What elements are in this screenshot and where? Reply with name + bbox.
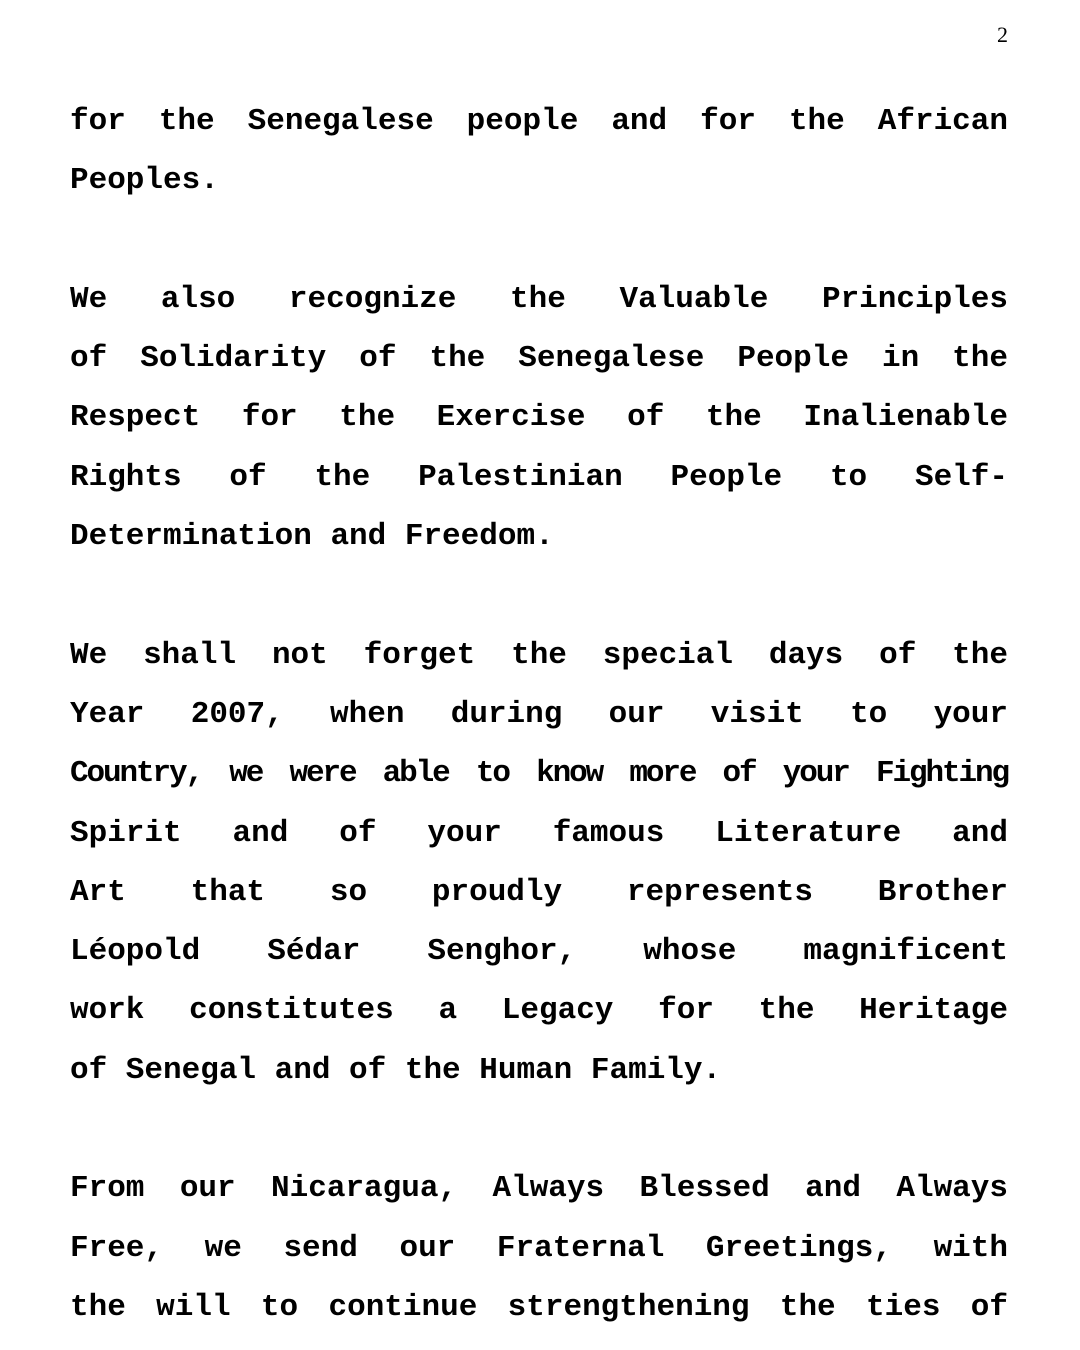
- text-line: We also recognize the Valuable Principles: [70, 281, 1008, 317]
- text-line: Léopold Sédar Senghor, whose magnificent: [70, 934, 1008, 970]
- text-line: From our Nicaragua, Always Blessed and Always: [70, 1171, 1008, 1207]
- text-line: Country, we were able to know more of your Fighting: [70, 756, 1008, 792]
- text-line: work constitutes a Legacy for the Heritage: [70, 993, 1008, 1029]
- text-line: Rights of the Palestinian People to Self-: [70, 459, 1008, 495]
- text-line: Spirit and of your famous Literature and: [70, 815, 1008, 851]
- text-line: for the Senegalese people and for the African: [70, 104, 1008, 139]
- page-number: 2: [997, 22, 1008, 47]
- text-line: Peoples.: [70, 163, 219, 199]
- paragraph-1: [70, 92, 1008, 211]
- paragraph-2: [70, 270, 1008, 566]
- text-line: We shall not forget the special days of the: [70, 637, 1008, 673]
- text-line: of Solidarity of the Senegalese People in the: [70, 341, 1008, 377]
- text-line: Determination and Freedom.: [70, 519, 554, 555]
- text-line: Respect for the Exercise of the Inalienable: [70, 400, 1008, 436]
- paragraph-3: [70, 626, 1008, 1100]
- text-line: of Senegal and of the Human Family.: [70, 1052, 722, 1088]
- paragraph-4: [70, 1159, 1008, 1337]
- letter-body: [70, 92, 1008, 1337]
- text-line: the will to continue strengthening the ties of: [70, 1289, 1008, 1325]
- text-line: Year 2007, when during our visit to your: [70, 696, 1008, 732]
- text-line: Free, we send our Fraternal Greetings, with: [70, 1230, 1008, 1266]
- text-line: Art that so proudly represents Brother: [70, 874, 1008, 910]
